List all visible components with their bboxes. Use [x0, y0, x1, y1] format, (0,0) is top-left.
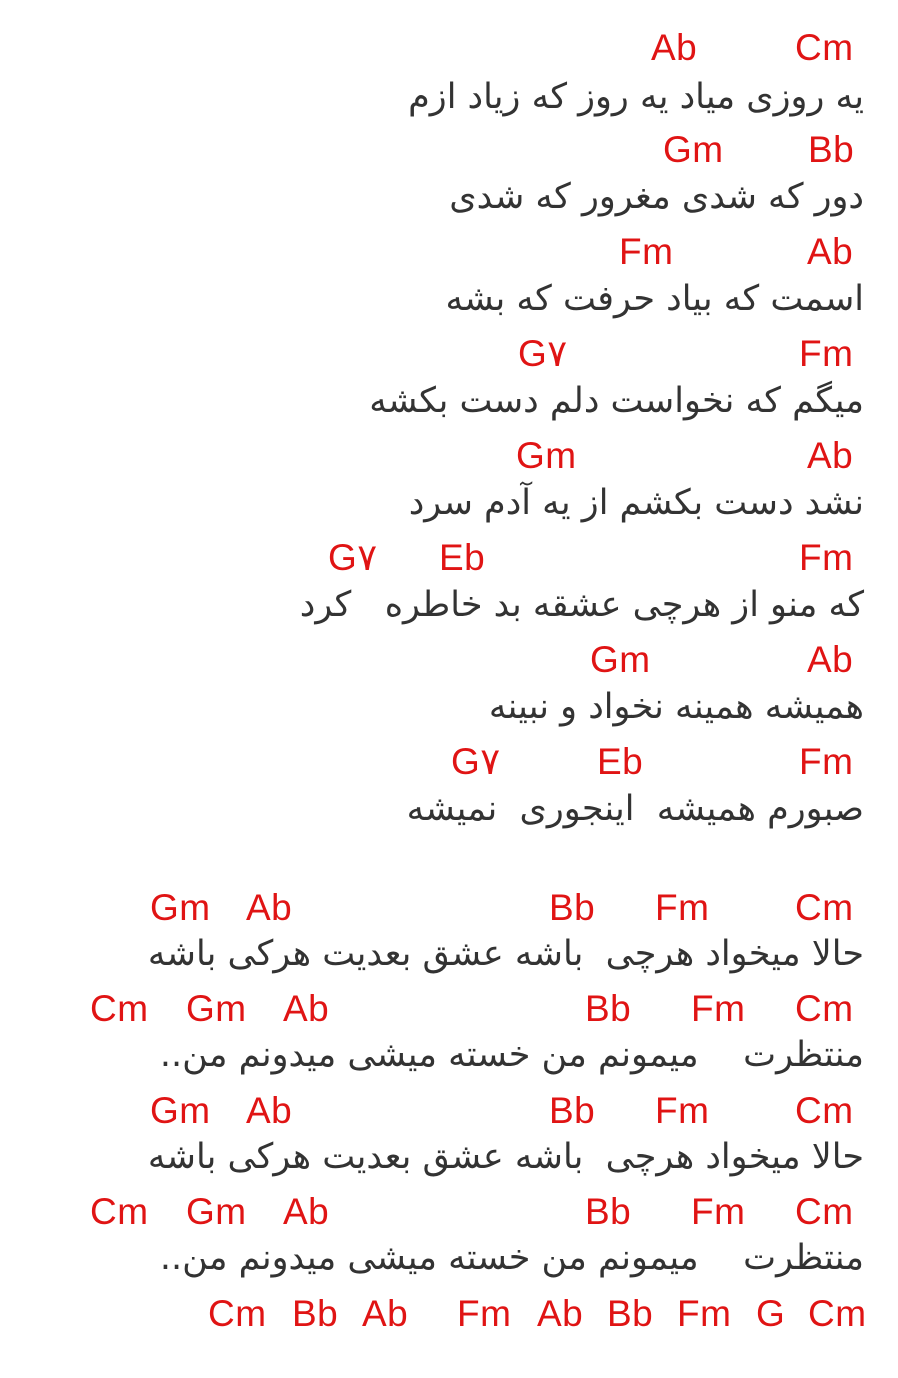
chord: Fm — [799, 741, 854, 782]
chord: Bb — [585, 988, 632, 1029]
chord-line — [0, 638, 898, 688]
chord: Gm — [663, 129, 724, 170]
chord: Ab — [807, 435, 854, 476]
chord: Ab — [283, 988, 330, 1029]
chord: Cm — [795, 1090, 854, 1131]
chord: Gm — [590, 639, 651, 680]
lyric-line: حالا میخواد هرچی باشه عشق بعدیت هرکی باشه — [147, 934, 864, 974]
chord: Gm — [186, 1191, 247, 1232]
chord: Bb — [607, 1293, 654, 1334]
lyric-line: اسمت که بیاد حرفت که بشه — [445, 279, 864, 319]
chord: Cm — [795, 988, 854, 1029]
chord-line — [0, 332, 898, 382]
chord: Ab — [807, 231, 854, 272]
chord: Gm — [150, 887, 211, 928]
chord-line — [0, 230, 898, 280]
lyric-line: منتظرت میمونم من خسته میشی میدونم من.. — [159, 1035, 864, 1075]
chord: Cm — [808, 1293, 867, 1334]
chord: Gm — [516, 435, 577, 476]
chord: Eb — [597, 741, 644, 782]
chord: Ab — [246, 1090, 293, 1131]
chord: Cm — [795, 1191, 854, 1232]
lyric-line: که منو از هرچی عشقه بد خاطره کرد — [299, 585, 864, 625]
chord-line — [0, 740, 898, 790]
chord: Bb — [549, 1090, 596, 1131]
chord: G — [756, 1293, 786, 1334]
chord: Ab — [362, 1293, 409, 1334]
chord: Ab — [246, 887, 293, 928]
chord: Ab — [651, 27, 698, 68]
chord-line — [0, 128, 898, 178]
chord: Bb — [585, 1191, 632, 1232]
lyric-line: میگم که نخواست دلم دست بکشه — [369, 381, 864, 421]
chord: Gm — [150, 1090, 211, 1131]
chord-line — [0, 26, 898, 76]
outro-chord-line — [0, 1292, 898, 1342]
chord: Bb — [549, 887, 596, 928]
chord: Cm — [795, 27, 854, 68]
chord: G۷ — [451, 741, 501, 782]
lyric-line: منتظرت میمونم من خسته میشی میدونم من.. — [159, 1238, 864, 1278]
chord: Bb — [808, 129, 855, 170]
chord: Cm — [90, 1191, 149, 1232]
chord: Fm — [457, 1293, 512, 1334]
chord: G۷ — [518, 333, 568, 374]
lyric-line: حالا میخواد هرچی باشه عشق بعدیت هرکی باشه — [147, 1137, 864, 1177]
chord: Fm — [691, 988, 746, 1029]
chord: Ab — [537, 1293, 584, 1334]
chord: Fm — [655, 887, 710, 928]
chord: Cm — [795, 887, 854, 928]
chord-line — [0, 434, 898, 484]
chord: Ab — [807, 639, 854, 680]
lyric-line: صبورم همیشه اینجوری نمیشه — [406, 789, 864, 829]
lyric-line: نشد دست بکشم از یه آدم سرد — [408, 483, 864, 523]
chord: Cm — [90, 988, 149, 1029]
chord: G۷ — [328, 537, 378, 578]
chord-line — [0, 536, 898, 586]
chord: Fm — [799, 537, 854, 578]
chord: Bb — [292, 1293, 339, 1334]
chord: Gm — [186, 988, 247, 1029]
chord: Fm — [655, 1090, 710, 1131]
chord: Fm — [619, 231, 674, 272]
lyric-line: یه روزی میاد یه روز که زیاد ازم — [408, 77, 864, 117]
chord: Fm — [799, 333, 854, 374]
chord: Ab — [283, 1191, 330, 1232]
chord: Fm — [677, 1293, 732, 1334]
chord: Eb — [439, 537, 486, 578]
lyric-line: همیشه همینه نخواد و نبینه — [488, 687, 864, 727]
chord: Fm — [691, 1191, 746, 1232]
chord: Cm — [208, 1293, 267, 1334]
lyric-line: دور که شدی مغرور که شدی — [449, 177, 864, 217]
